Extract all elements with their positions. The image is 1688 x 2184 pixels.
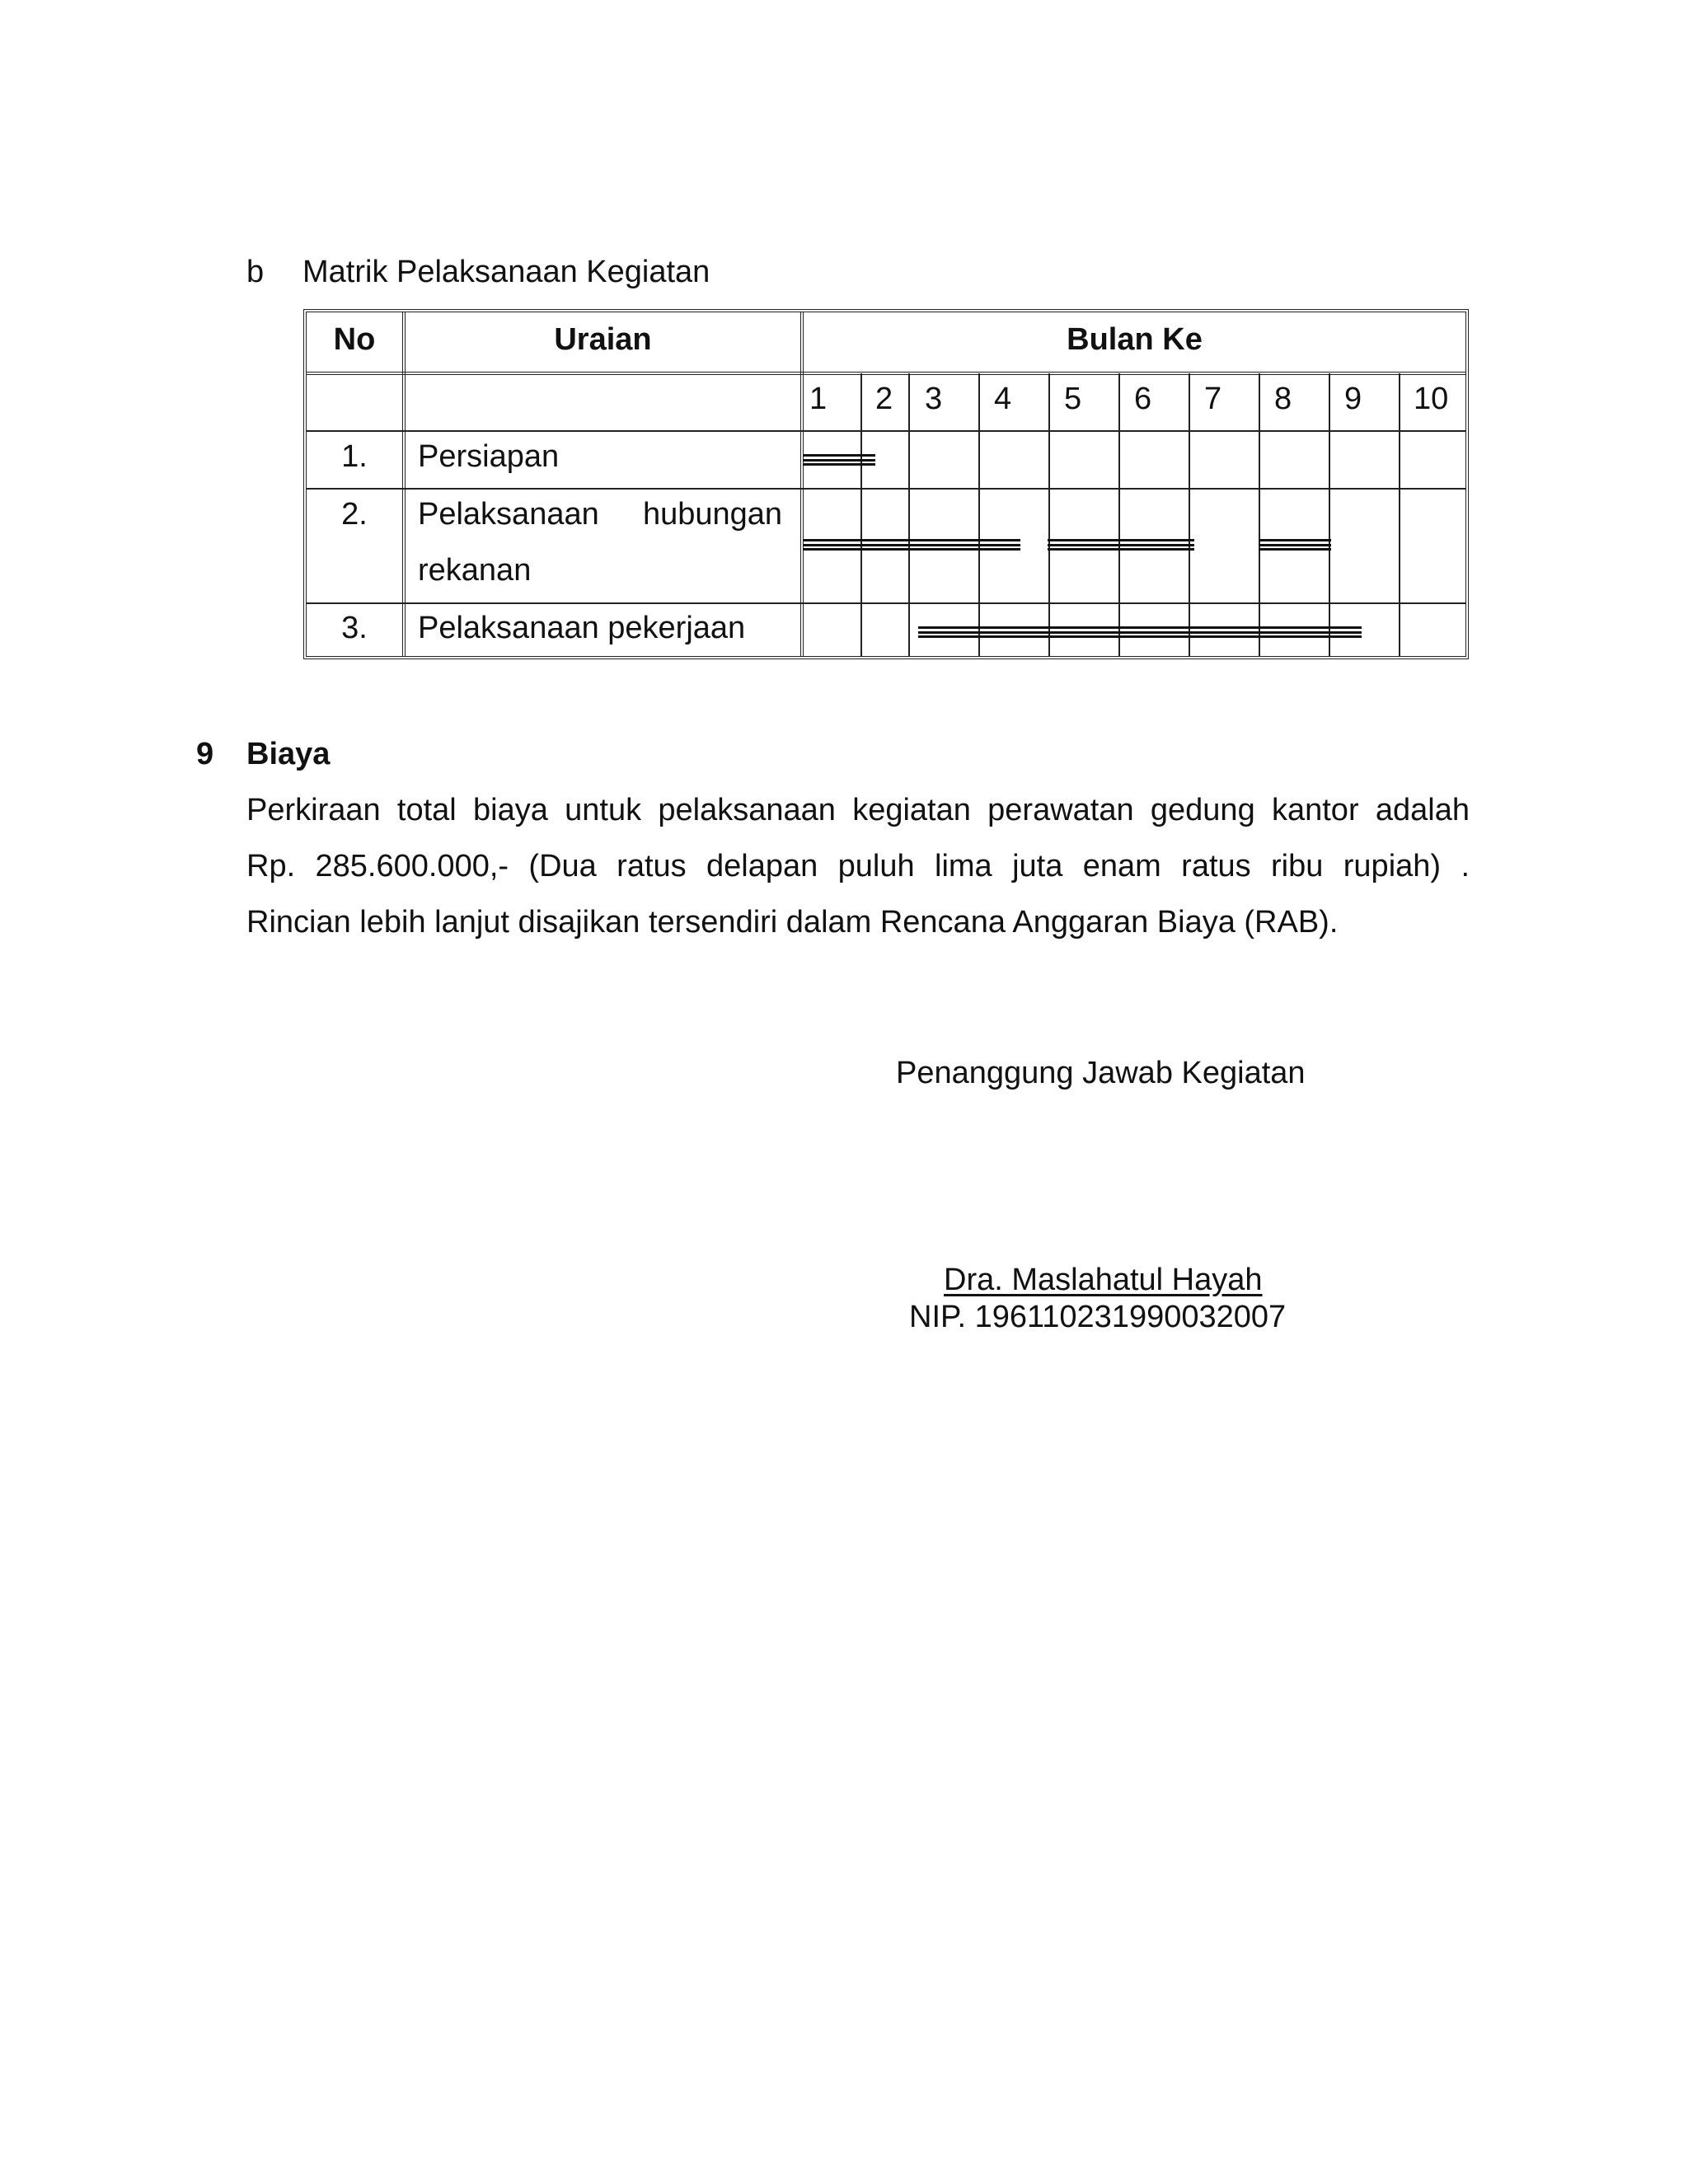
schedule-bar xyxy=(1048,539,1194,551)
cost-paragraph-line: Rincian lebih lanjut disajikan tersendiri dalam Rencana Anggaran Biaya (RAB). xyxy=(246,905,1339,940)
row-divider xyxy=(307,602,1465,604)
schedule-bar xyxy=(803,539,1020,551)
month-label: 9 xyxy=(1344,382,1362,416)
month-label: 4 xyxy=(994,382,1012,416)
month-divider xyxy=(1118,373,1120,656)
month-label: 3 xyxy=(925,382,943,416)
month-divider xyxy=(860,373,862,656)
header-bulan-ke: Bulan Ke xyxy=(1067,322,1203,357)
col-divider-no xyxy=(402,312,406,656)
month-label: 10 xyxy=(1414,382,1449,416)
row-description-line2: rekanan xyxy=(418,553,532,588)
month-divider xyxy=(1259,373,1260,656)
month-divider xyxy=(1329,373,1330,656)
header-uraian: Uraian xyxy=(554,322,652,357)
row-description-word: hubungan xyxy=(643,497,783,532)
month-divider xyxy=(1399,373,1400,656)
section-b-letter: b xyxy=(246,255,265,289)
row-number: 3. xyxy=(341,611,368,645)
row-description: Pelaksanaan pekerjaan xyxy=(418,611,746,645)
month-label: 5 xyxy=(1064,382,1082,416)
row-number: 2. xyxy=(341,497,368,532)
month-divider xyxy=(978,373,980,656)
cost-paragraph-line: Rp. 285.600.000,- (Dua ratus delapan puluh lima juta enam ratus ribu rupiah) . xyxy=(246,849,1470,883)
cost-paragraph-line: Perkiraan total biaya untuk pelaksanaan kegiatan perawatan gedung kantor adalah xyxy=(246,793,1470,827)
signatory-role: Penanggung Jawab Kegiatan xyxy=(896,1056,1306,1090)
month-divider xyxy=(908,373,910,656)
row-number: 1. xyxy=(341,439,368,474)
header-divider xyxy=(307,372,1465,375)
section-9-title: Biaya xyxy=(246,737,331,771)
month-divider xyxy=(1048,373,1050,656)
row-description-word: Pelaksanaan xyxy=(418,497,599,532)
month-label: 6 xyxy=(1134,382,1152,416)
section-9-number: 9 xyxy=(196,737,214,771)
row-divider xyxy=(307,488,1465,490)
signatory-name: Dra. Maslahatul Hayah xyxy=(944,1263,1263,1297)
col-divider-uraian xyxy=(800,312,804,656)
header-no: No xyxy=(333,322,376,357)
activity-matrix-table xyxy=(303,309,1469,659)
row-divider xyxy=(307,430,1465,432)
schedule-bar xyxy=(1259,539,1331,551)
month-label: 8 xyxy=(1274,382,1292,416)
month-label: 7 xyxy=(1204,382,1222,416)
section-b-title: Matrik Pelaksanaan Kegiatan xyxy=(302,255,710,289)
row-description: Persiapan xyxy=(418,439,560,474)
schedule-bar xyxy=(803,454,875,466)
month-label: 2 xyxy=(875,382,893,416)
month-divider xyxy=(1189,373,1190,656)
month-label: 1 xyxy=(809,382,828,416)
signatory-nip: NIP. 196110231990032007 xyxy=(909,1300,1287,1334)
schedule-bar xyxy=(918,626,1362,638)
